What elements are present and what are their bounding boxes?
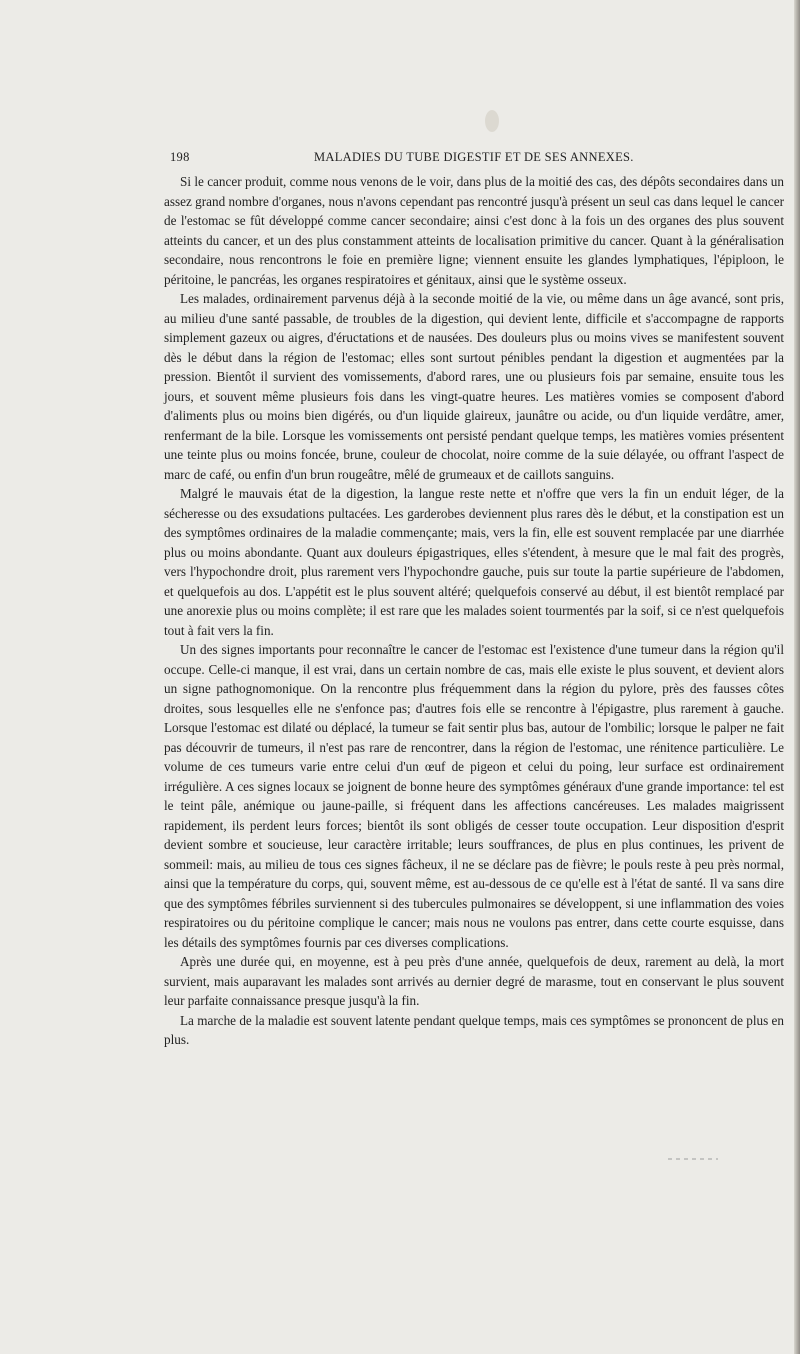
paragraph: Les malades, ordinairement parvenus déjà à la seconde moitié de la vie, ou même dans un âge avancé, sont pris, au milieu d'une santé passable, de troubles de la digestion, qui devient lente, difficile et s'accompagne de rapports simplement gazeux ou aigres, d'éructations et de nausées. Des douleurs plus ou moins vives se manifestent souvent dès le début dans la région de l'estomac; elles sont surtout pénibles pendant la digestion et augmentées par la pression. Bientôt il survient des vomissements, d'abord rares, une ou plusieurs fois par semaine, ensuite tous les jours, et souvent même plusieurs fois dans les vingt-quatre heures. Les matières vomies se composent d'abord d'aliments plus ou moins bien digérés, ou d'un liquide glaireux, jaunâtre ou acide, ou d'un liquide verdâtre, amer, renfermant de la bile. Lorsque les vomissements ont persisté pendant quelque temps, les matières vomies présentent une teinte plus ou moins foncée, brune, couleur de chocolat, noire comme de la suie délayée, ou offrant l'aspect de marc de café, ou enfin d'un brun rougeâtre, mêlé de grumeaux et de caillots sanguins. [164,291,784,482]
paragraph: Après une durée qui, en moyenne, est à peu près d'une année, quelquefois de deux, rarement au delà, la mort survient, mais auparavant les malades sont arrivés au dernier degré de marasme, tout en conservant le plus souvent leur parfaite connaissance presque jusqu'à la fin. [164,954,784,1008]
scan-edge-shadow [794,0,800,1354]
paragraph: La marche de la maladie est souvent latente pendant quelque temps, mais ces symptômes se prononcent de plus en plus. [164,1012,784,1047]
paper-smudge [485,110,499,132]
page-header [164,150,784,170]
paragraph: Malgré le mauvais état de la digestion, la langue reste nette et n'offre que vers la fin un enduit léger, de la sécheresse ou des exsudations pultacées. Les garderobes deviennent plus rares dès le début, et la constipation est un des symptômes ordinaires de la maladie commençante; mais, vers la fin, elle est souvent remplacée par une diarrhée plus ou moins abondante. Quant aux douleurs épigastriques, elles s'étendent, à mesure que le mal fait des progrès, vers l'hypochondre droit, plus rarement vers l'hypochondre gauche, puis sur toute la partie supérieure de l'abdomen, et quelquefois au dos. L'appétit est le plus souvent altéré; quelquefois conservé au début, il est bientôt remplacé par une anorexie plus ou moins complète; il est rare que les malades soient tourmentés par la soif, si ce n'est quelquefois tout à fait vers la fin. [164,486,784,638]
body-text [164,172,784,1050]
page-number: 198 [170,150,190,164]
paragraph: Si le cancer produit, comme nous venons de le voir, dans plus de la moitié des cas, des dépôts secondaires dans un assez grand nombre d'organes, nous n'avons cependant pas rencontré jusqu'à présent un seul cas dans lequel le cancer de l'estomac se fût développé comme cancer secondaire; ainsi c'est donc à la fois un des organes des plus souvent atteints du cancer, et un des plus constamment atteints de localisation primitive du cancer. Quant à la généralisation secondaire, nous rencontrons le foie en première ligne; viennent ensuite les glandes lymphatiques, l'épiploon, le péritoine, le pancréas, les organes respiratoires et génitaux, ainsi que le système osseux. [164,174,784,287]
paper-mark [668,1158,718,1160]
book-page [164,150,784,1050]
paragraph: Un des signes importants pour reconnaître le cancer de l'estomac est l'existence d'une tumeur dans la région qu'il occupe. Celle-ci manque, il est vrai, dans un certain nombre de cas, mais elle existe le plus souvent, et devient alors un signe pathognomonique. On la rencontre plus fréquemment dans la région du pylore, près des fausses côtes droites, sous lesquelles elle ne s'enfonce pas; d'autres fois elle se rencontre à l'épigastre, plus rarement à gauche. Lorsque l'estomac est dilaté ou déplacé, la tumeur se fait sentir plus bas, autour de l'ombilic; lorsque le palper ne fait pas découvrir de tumeurs, il n'est pas rare de rencontrer, dans la région de l'estomac, une rénitence particulière. Le volume de ces tumeurs varie entre celui d'un œuf de pigeon et celui du poing, leur surface est ordinairement irrégulière. A ces signes locaux se joignent de bonne heure des symptômes généraux d'une grande importance: tel est le teint pâle, anémique ou jaune-paille, si fréquent dans les affections cancéreuses. Les malades maigrissent rapidement, ils perdent leurs forces; bientôt ils sont obligés de cesser toute occupation. Leur disposition d'esprit devient sombre et soucieuse, leur caractère irritable; leurs souffrances, de plus en plus continues, les privent de sommeil: mais, au milieu de tous ces signes fâcheux, il ne se déclare pas de fièvre; le pouls reste à peu près normal, ainsi que la température du corps, qui, souvent même, est au-dessous de ce qu'elle est à l'état de santé. Il va sans dire que des symptômes fébriles surviennent si des tubercules pulmonaires se développent, si une inflammation des voies respiratoires ou du péritoine complique le cancer; mais nous ne voulons pas entrer, dans cette courte esquisse, dans les détails des symptômes fournis par ces diverses complications. [164,642,784,950]
running-head: MALADIES DU TUBE DIGESTIF ET DE SES ANNEXES. [314,150,634,164]
